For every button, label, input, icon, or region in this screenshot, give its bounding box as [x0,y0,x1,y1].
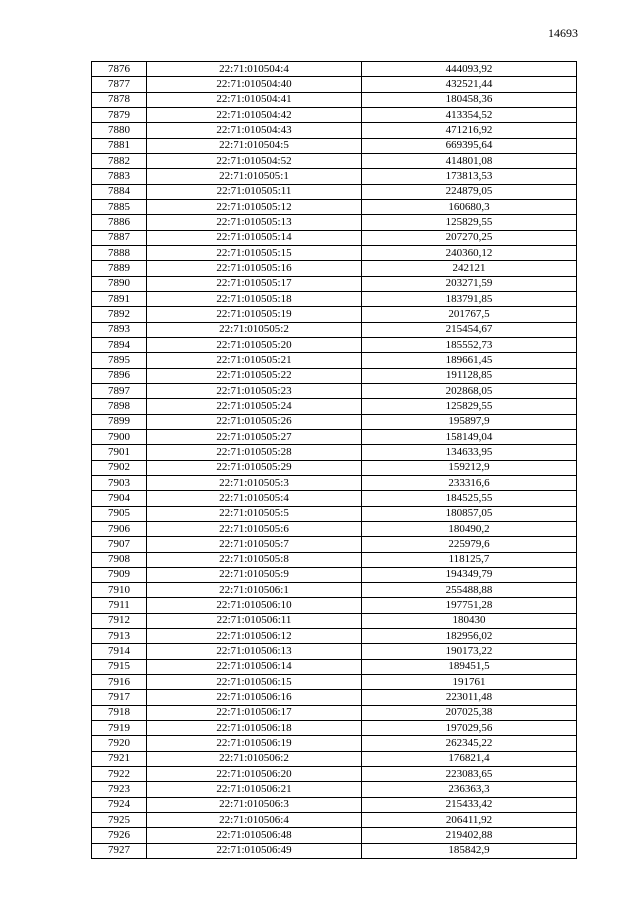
table-row [92,690,577,705]
row-number-cell: 7876 [92,62,147,77]
cadastral-value-cell: 201767,5 [362,307,577,322]
row-number-cell: 7909 [92,567,147,582]
cadastral-number-cell: 22:71:010506:19 [147,736,362,751]
table-row [92,368,577,383]
table-row [92,675,577,690]
cadastral-number-cell: 22:71:010506:13 [147,644,362,659]
table-row [92,383,577,398]
table-row [92,506,577,521]
cadastral-number-cell: 22:71:010505:15 [147,245,362,260]
table-row [92,521,577,536]
cadastral-number-cell: 22:71:010506:16 [147,690,362,705]
row-number-cell: 7900 [92,429,147,444]
table-row [92,613,577,628]
table-row [92,123,577,138]
cadastral-number-cell: 22:71:010505:18 [147,291,362,306]
cadastral-value-cell: 207025,38 [362,705,577,720]
table-row [92,813,577,828]
cadastral-value-cell: 215454,67 [362,322,577,337]
cadastral-value-cell: 255488,88 [362,583,577,598]
cadastral-value-cell: 203271,59 [362,276,577,291]
row-number-cell: 7903 [92,475,147,490]
table-row [92,460,577,475]
row-number-cell: 7878 [92,92,147,107]
table-row [92,414,577,429]
row-number-cell: 7916 [92,675,147,690]
cadastral-value-cell: 206411,92 [362,813,577,828]
cadastral-value-cell: 125829,55 [362,215,577,230]
cadastral-value-cell: 185552,73 [362,337,577,352]
cadastral-value-cell: 184525,55 [362,491,577,506]
cadastral-number-cell: 22:71:010505:5 [147,506,362,521]
cadastral-value-cell: 197751,28 [362,598,577,613]
cadastral-value-cell: 189451,5 [362,659,577,674]
row-number-cell: 7910 [92,583,147,598]
cadastral-number-cell: 22:71:010504:4 [147,62,362,77]
cadastral-value-cell: 669395,64 [362,138,577,153]
table-row [92,797,577,812]
cadastral-value-cell: 182956,02 [362,629,577,644]
table-row [92,751,577,766]
cadastral-value-cell: 242121 [362,261,577,276]
row-number-cell: 7919 [92,721,147,736]
cadastral-value-cell: 180458,36 [362,92,577,107]
cadastral-value-cell: 223011,48 [362,690,577,705]
table-row [92,199,577,214]
table-row [92,767,577,782]
row-number-cell: 7890 [92,276,147,291]
cadastral-number-cell: 22:71:010504:42 [147,107,362,122]
table-row [92,92,577,107]
cadastral-number-cell: 22:71:010504:52 [147,153,362,168]
table-row [92,245,577,260]
cadastral-number-cell: 22:71:010506:20 [147,767,362,782]
table-row [92,169,577,184]
cadastral-number-cell: 22:71:010505:24 [147,399,362,414]
page-number: 14693 [548,26,578,40]
table-row [92,705,577,720]
row-number-cell: 7904 [92,491,147,506]
cadastral-number-cell: 22:71:010506:15 [147,675,362,690]
cadastral-number-cell: 22:71:010505:4 [147,491,362,506]
table-row [92,107,577,122]
table-row [92,659,577,674]
row-number-cell: 7889 [92,261,147,276]
table-row [92,261,577,276]
row-number-cell: 7884 [92,184,147,199]
cadastral-number-cell: 22:71:010505:20 [147,337,362,352]
cadastral-number-cell: 22:71:010506:17 [147,705,362,720]
row-number-cell: 7905 [92,506,147,521]
cadastral-value-cell: 197029,56 [362,721,577,736]
cadastral-value-cell: 185842,9 [362,843,577,858]
cadastral-number-cell: 22:71:010505:8 [147,552,362,567]
table-row [92,475,577,490]
cadastral-number-cell: 22:71:010504:43 [147,123,362,138]
row-number-cell: 7907 [92,537,147,552]
cadastral-value-cell: 189661,45 [362,353,577,368]
cadastral-value-cell: 471216,92 [362,123,577,138]
cadastral-number-cell: 22:71:010505:22 [147,368,362,383]
row-number-cell: 7896 [92,368,147,383]
cadastral-value-cell: 180857,05 [362,506,577,521]
cadastral-number-cell: 22:71:010506:1 [147,583,362,598]
table-row [92,583,577,598]
table-row [92,491,577,506]
cadastral-value-cell: 414801,08 [362,153,577,168]
cadastral-number-cell: 22:71:010505:17 [147,276,362,291]
row-number-cell: 7894 [92,337,147,352]
cadastral-number-cell: 22:71:010504:40 [147,77,362,92]
cadastral-value-cell: 125829,55 [362,399,577,414]
cadastral-number-cell: 22:71:010506:21 [147,782,362,797]
table-row [92,353,577,368]
cadastral-number-cell: 22:71:010505:23 [147,383,362,398]
row-number-cell: 7906 [92,521,147,536]
row-number-cell: 7924 [92,797,147,812]
cadastral-number-cell: 22:71:010506:4 [147,813,362,828]
table-row [92,828,577,843]
row-number-cell: 7912 [92,613,147,628]
cadastral-number-cell: 22:71:010505:13 [147,215,362,230]
cadastral-value-cell: 191128,85 [362,368,577,383]
cadastral-value-cell: 195897,9 [362,414,577,429]
row-number-cell: 7891 [92,291,147,306]
row-number-cell: 7887 [92,230,147,245]
row-number-cell: 7913 [92,629,147,644]
row-number-cell: 7883 [92,169,147,184]
cadastral-value-cell: 202868,05 [362,383,577,398]
cadastral-number-cell: 22:71:010505:28 [147,445,362,460]
table-row [92,230,577,245]
cadastral-number-cell: 22:71:010506:10 [147,598,362,613]
row-number-cell: 7897 [92,383,147,398]
table-row [92,445,577,460]
cadastral-number-cell: 22:71:010505:27 [147,429,362,444]
cadastral-value-cell: 223083,65 [362,767,577,782]
cadastral-value-cell: 432521,44 [362,77,577,92]
row-number-cell: 7895 [92,353,147,368]
table-body [92,62,577,859]
row-number-cell: 7879 [92,107,147,122]
cadastral-value-cell: 444093,92 [362,62,577,77]
table-row [92,307,577,322]
cadastral-number-cell: 22:71:010505:12 [147,199,362,214]
row-number-cell: 7908 [92,552,147,567]
table-row [92,782,577,797]
row-number-cell: 7917 [92,690,147,705]
row-number-cell: 7911 [92,598,147,613]
row-number-cell: 7886 [92,215,147,230]
table-row [92,736,577,751]
table-row [92,215,577,230]
cadastral-value-cell: 158149,04 [362,429,577,444]
table-row [92,291,577,306]
row-number-cell: 7918 [92,705,147,720]
cadastral-number-cell: 22:71:010506:3 [147,797,362,812]
table-row [92,644,577,659]
cadastral-number-cell: 22:71:010506:14 [147,659,362,674]
cadastral-value-cell: 224879,05 [362,184,577,199]
cadastral-value-cell: 413354,52 [362,107,577,122]
cadastral-value-cell: 219402,88 [362,828,577,843]
cadastral-value-cell: 159212,9 [362,460,577,475]
row-number-cell: 7885 [92,199,147,214]
table-row [92,567,577,582]
row-number-cell: 7920 [92,736,147,751]
row-number-cell: 7892 [92,307,147,322]
cadastral-number-cell: 22:71:010505:19 [147,307,362,322]
table-row [92,399,577,414]
row-number-cell: 7877 [92,77,147,92]
table-row [92,62,577,77]
cadastral-number-cell: 22:71:010506:12 [147,629,362,644]
row-number-cell: 7921 [92,751,147,766]
row-number-cell: 7888 [92,245,147,260]
table-row [92,322,577,337]
cadastral-number-cell: 22:71:010506:49 [147,843,362,858]
table-row [92,153,577,168]
row-number-cell: 7893 [92,322,147,337]
cadastral-value-cell: 134633,95 [362,445,577,460]
row-number-cell: 7915 [92,659,147,674]
table-row [92,138,577,153]
table-row [92,337,577,352]
cadastral-number-cell: 22:71:010505:29 [147,460,362,475]
row-number-cell: 7923 [92,782,147,797]
cadastral-value-cell: 180490,2 [362,521,577,536]
cadastral-value-cell: 262345,22 [362,736,577,751]
table-row [92,552,577,567]
cadastral-number-cell: 22:71:010506:2 [147,751,362,766]
cadastral-number-cell: 22:71:010505:3 [147,475,362,490]
table-row [92,598,577,613]
cadastral-value-cell: 215433,42 [362,797,577,812]
cadastral-value-cell: 240360,12 [362,245,577,260]
cadastral-value-cell: 190173,22 [362,644,577,659]
row-number-cell: 7926 [92,828,147,843]
cadastral-value-cell: 225979,6 [362,537,577,552]
table-row [92,537,577,552]
row-number-cell: 7925 [92,813,147,828]
row-number-cell: 7922 [92,767,147,782]
row-number-cell: 7899 [92,414,147,429]
cadastral-value-cell: 118125,7 [362,552,577,567]
cadastral-number-cell: 22:71:010505:11 [147,184,362,199]
row-number-cell: 7880 [92,123,147,138]
cadastral-value-cell: 207270,25 [362,230,577,245]
cadastral-value-cell: 183791,85 [362,291,577,306]
row-number-cell: 7914 [92,644,147,659]
cadastral-number-cell: 22:71:010506:11 [147,613,362,628]
cadastral-value-cell: 194349,79 [362,567,577,582]
table-row [92,77,577,92]
cadastral-value-table [91,61,577,859]
cadastral-value-cell: 191761 [362,675,577,690]
table-row [92,276,577,291]
table-row [92,429,577,444]
cadastral-number-cell: 22:71:010505:21 [147,353,362,368]
table-row [92,629,577,644]
cadastral-value-cell: 160680,3 [362,199,577,214]
cadastral-number-cell: 22:71:010505:9 [147,567,362,582]
table-row [92,184,577,199]
row-number-cell: 7902 [92,460,147,475]
row-number-cell: 7898 [92,399,147,414]
table-row [92,721,577,736]
row-number-cell: 7901 [92,445,147,460]
row-number-cell: 7881 [92,138,147,153]
cadastral-value-cell: 176821,4 [362,751,577,766]
cadastral-number-cell: 22:71:010505:26 [147,414,362,429]
cadastral-number-cell: 22:71:010505:16 [147,261,362,276]
cadastral-value-cell: 173813,53 [362,169,577,184]
cadastral-number-cell: 22:71:010505:7 [147,537,362,552]
cadastral-number-cell: 22:71:010505:2 [147,322,362,337]
cadastral-value-cell: 180430 [362,613,577,628]
cadastral-value-cell: 233316,6 [362,475,577,490]
row-number-cell: 7882 [92,153,147,168]
table-row [92,843,577,858]
cadastral-number-cell: 22:71:010504:5 [147,138,362,153]
cadastral-number-cell: 22:71:010505:14 [147,230,362,245]
cadastral-number-cell: 22:71:010506:48 [147,828,362,843]
row-number-cell: 7927 [92,843,147,858]
cadastral-number-cell: 22:71:010506:18 [147,721,362,736]
cadastral-value-cell: 236363,3 [362,782,577,797]
cadastral-number-cell: 22:71:010505:1 [147,169,362,184]
cadastral-number-cell: 22:71:010504:41 [147,92,362,107]
cadastral-number-cell: 22:71:010505:6 [147,521,362,536]
